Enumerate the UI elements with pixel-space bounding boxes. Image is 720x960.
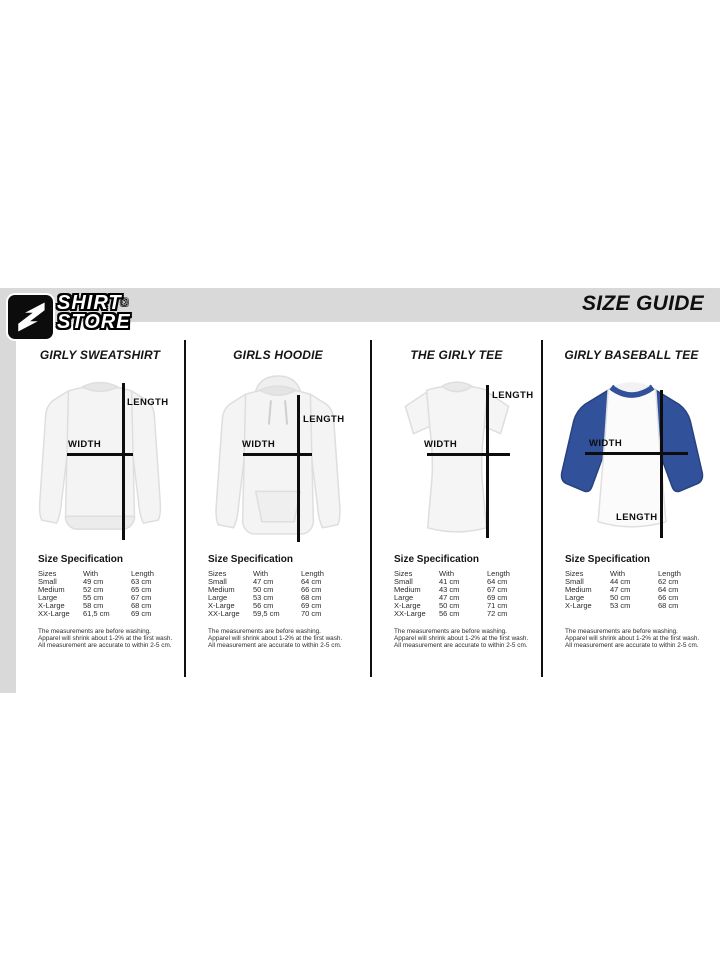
- length-measure-line: [297, 395, 300, 542]
- spec-heading: Size Specification: [565, 554, 651, 565]
- length-measure-line: [122, 383, 125, 540]
- table-row: XX-Large 61,5 cm 69 cm: [38, 609, 152, 618]
- size-specification: [565, 554, 716, 610]
- left-margin-strip: [0, 288, 16, 693]
- tee-figure: [372, 372, 541, 552]
- hoodie-image: [198, 374, 358, 546]
- table-row: Large 50 cm 66 cm: [565, 593, 679, 602]
- panel-title: GIRLY SWEATSHIRT: [39, 348, 161, 362]
- table-header-row: Sizes With Length: [208, 569, 324, 578]
- panel-girls-hoodie: [186, 322, 370, 693]
- logo-shirt-text: SHIRT: [57, 292, 122, 314]
- table-row: Medium 47 cm 64 cm: [565, 585, 679, 594]
- table-header-row: Sizes With Length: [394, 569, 510, 578]
- table-row: Large 53 cm 68 cm: [208, 593, 322, 602]
- length-label: LENGTH: [492, 390, 534, 401]
- spec-heading: Size Specification: [38, 554, 124, 565]
- table-row: Large 55 cm 67 cm: [38, 593, 152, 602]
- table-row: Medium 52 cm 65 cm: [38, 585, 152, 594]
- measurement-note: The measurements are before washing. Apparel will shrink about 1-2% at the first wash. All measurement are accurate to within 2-5 cm.: [565, 628, 700, 649]
- width-label: WIDTH: [68, 439, 102, 450]
- logo-line-2: STORE: [57, 311, 131, 333]
- table-row: Large 47 cm 69 cm: [394, 593, 508, 602]
- sweatshirt-figure: [16, 372, 184, 552]
- table-row: Small 41 cm 64 cm: [394, 577, 508, 586]
- panel-title: GIRLY BASEBALL TEE: [564, 348, 699, 362]
- table-row: X-Large 53 cm 68 cm: [565, 601, 679, 610]
- length-label: LENGTH: [303, 414, 345, 425]
- table-row: X-Large 56 cm 69 cm: [208, 601, 322, 610]
- table-row: XX-Large 56 cm 72 cm: [394, 609, 508, 618]
- panel-title: GIRLS HOODIE: [233, 348, 323, 362]
- measurement-note: The measurements are before washing. Apparel will shrink about 1-2% at the first wash. All measurement are accurate to within 2-5 cm.: [394, 628, 529, 649]
- width-measure-line: [243, 453, 312, 456]
- length-label: LENGTH: [127, 397, 169, 408]
- page-title: SIZE GUIDE: [581, 292, 704, 315]
- width-label: WIDTH: [424, 439, 458, 450]
- size-specification: [38, 554, 180, 618]
- table-row: X-Large 58 cm 68 cm: [38, 601, 152, 610]
- spec-heading: Size Specification: [394, 554, 480, 565]
- width-label: WIDTH: [589, 438, 623, 449]
- baseball-tee-figure: [543, 372, 720, 552]
- size-specification: [208, 554, 366, 618]
- table-row: Medium 50 cm 66 cm: [208, 585, 322, 594]
- table-row: X-Large 50 cm 71 cm: [394, 601, 508, 610]
- panel-girly-sweatshirt: [16, 322, 184, 693]
- table-row: Small 47 cm 64 cm: [208, 577, 322, 586]
- panel-girly-baseball-tee: [543, 322, 720, 693]
- panel-the-girly-tee: [372, 322, 541, 693]
- width-measure-line: [585, 452, 688, 455]
- table-row: Small 44 cm 62 cm: [565, 577, 679, 586]
- length-measure-line: [660, 390, 663, 538]
- registered-mark: ®: [121, 300, 127, 307]
- hoodie-figure: [186, 372, 370, 552]
- table-row: Medium 43 cm 67 cm: [394, 585, 508, 594]
- length-measure-line: [486, 385, 489, 538]
- measurement-note: The measurements are before washing. Apparel will shrink about 1-2% at the first wash. All measurement are accurate to within 2-5 cm.: [38, 628, 173, 649]
- table-row: Small 49 cm 63 cm: [38, 577, 152, 586]
- width-label: WIDTH: [242, 439, 276, 450]
- width-measure-line: [427, 453, 510, 456]
- size-specification: [394, 554, 537, 618]
- measurement-note: The measurements are before washing. Apparel will shrink about 1-2% at the first wash. All measurement are accurate to within 2-5 cm.: [208, 628, 343, 649]
- length-label: LENGTH: [616, 512, 658, 523]
- width-measure-line: [67, 453, 133, 456]
- spec-heading: Size Specification: [208, 554, 294, 565]
- table-header-row: Sizes With Length: [38, 569, 154, 578]
- table-header-row: Sizes With Length: [565, 569, 681, 578]
- panel-title: THE GIRLY TEE: [410, 348, 503, 362]
- table-row: XX-Large 59,5 cm 70 cm: [208, 609, 322, 618]
